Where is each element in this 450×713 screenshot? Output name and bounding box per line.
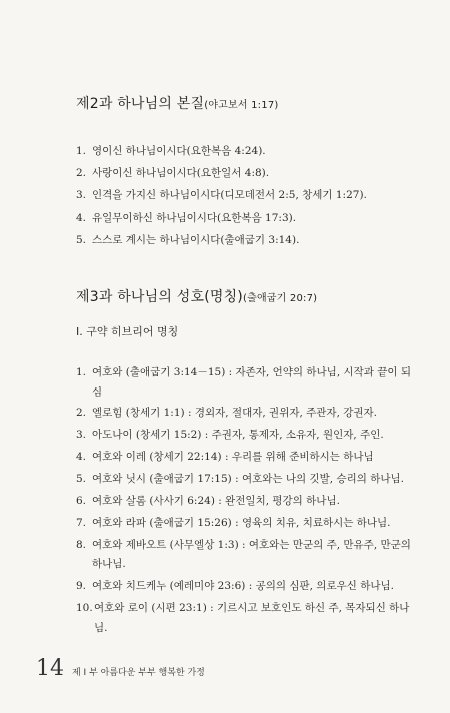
item-text: 여호와 제바오트 (사무엘상 1:3) : 여호와는 만군의 주, 만유주, 만군의 하나님.	[92, 538, 411, 571]
item-number: 9.	[76, 580, 87, 593]
item-number: 8.	[76, 538, 87, 551]
item-text: 인격을 가지신 하나님이시다(디모데전서 2:5, 창세기 1:27).	[92, 189, 367, 202]
item-number: 2.	[76, 167, 87, 180]
list-item	[76, 577, 416, 599]
item-number: 5.	[76, 473, 87, 486]
list-item	[76, 404, 416, 426]
item-text: 여호와 라파 (출애굽기 15:26) : 영육의 치유, 치료하시는 하나님.	[92, 516, 391, 529]
item-text: 여호와 (출애굽기 3:14－15) : 자존자, 언약의 하나님, 시작과 끝이 되심	[92, 366, 412, 398]
item-text: 여호와 닛시 (출애굽기 17:15) : 여호와는 나의 깃발, 승리의 하나님.	[92, 473, 404, 486]
item-number: 4.	[76, 211, 87, 224]
item-text: 여호와 이레 (창세기 22:14) : 우리를 위해 준비하시는 하나님	[92, 451, 374, 464]
item-text: 영이신 하나님이시다(요한복음 4:24).	[92, 145, 266, 157]
item-number: 6.	[76, 494, 87, 507]
item-text: 여호와 로이 (시편 23:1) : 기르시고 보호인도 하신 주, 목자되신 하나님.	[94, 602, 410, 634]
lesson-3-heading	[76, 286, 317, 306]
lesson-3-list	[76, 363, 416, 640]
item-text: 사랑이신 하나님이시다(요한일서 4:8).	[92, 167, 270, 180]
item-number: 1.	[76, 366, 87, 378]
list-item	[76, 448, 416, 470]
list-item	[76, 229, 367, 251]
list-item	[76, 140, 367, 162]
item-number: 7.	[76, 516, 87, 529]
lesson-2-heading	[76, 93, 278, 113]
list-item	[76, 207, 367, 229]
page-footer	[36, 656, 205, 681]
item-text: 유일무이하신 하나님이시다(요한복음 17:3).	[92, 211, 297, 224]
list-item	[76, 184, 367, 206]
list-item	[76, 363, 416, 404]
item-number: 1.	[76, 145, 87, 157]
item-number: 3.	[76, 189, 87, 202]
running-title: 제 I 부 아름다운 부부 행복한 가정	[72, 668, 205, 678]
item-number: 5.	[76, 233, 87, 246]
list-item	[76, 492, 416, 514]
lesson-2-reference: (야고보서 1:17)	[204, 100, 279, 111]
lesson-2-list	[76, 140, 367, 251]
lesson-3-title: 제3과 하나님의 성호(명칭)	[76, 289, 243, 305]
item-number: 2.	[76, 407, 87, 420]
item-text: 여호와 치드케누 (예레미야 23:6) : 공의의 심판, 의로우신 하나님.	[92, 580, 394, 593]
item-text: 스스로 계시는 하나님이시다(출애굽기 3:14).	[92, 233, 300, 246]
item-number: 10.	[76, 602, 93, 615]
section-subheading: I. 구약 히브리어 명칭	[76, 325, 179, 338]
item-text: 여호와 살롬 (사사기 6:24) : 완전일치, 평강의 하나님.	[92, 494, 340, 507]
list-item	[76, 470, 416, 492]
item-number: 3.	[76, 429, 87, 442]
item-text: 아도나이 (창세기 15:2) : 주권자, 통제자, 소유자, 원인자, 주인.	[92, 429, 384, 442]
lesson-2-title: 제2과 하나님의 본질	[76, 96, 205, 112]
list-item	[76, 426, 416, 448]
list-item	[76, 536, 416, 577]
list-item	[76, 599, 416, 640]
list-item	[76, 162, 367, 184]
item-text: 엘로힘 (창세기 1:1) : 경외자, 절대자, 권위자, 주관자, 강권자.	[92, 407, 378, 420]
item-number: 4.	[76, 451, 87, 464]
page-number: 14	[36, 656, 64, 681]
lesson-3-reference: (출애굽기 20:7)	[242, 293, 318, 304]
list-item	[76, 514, 416, 536]
